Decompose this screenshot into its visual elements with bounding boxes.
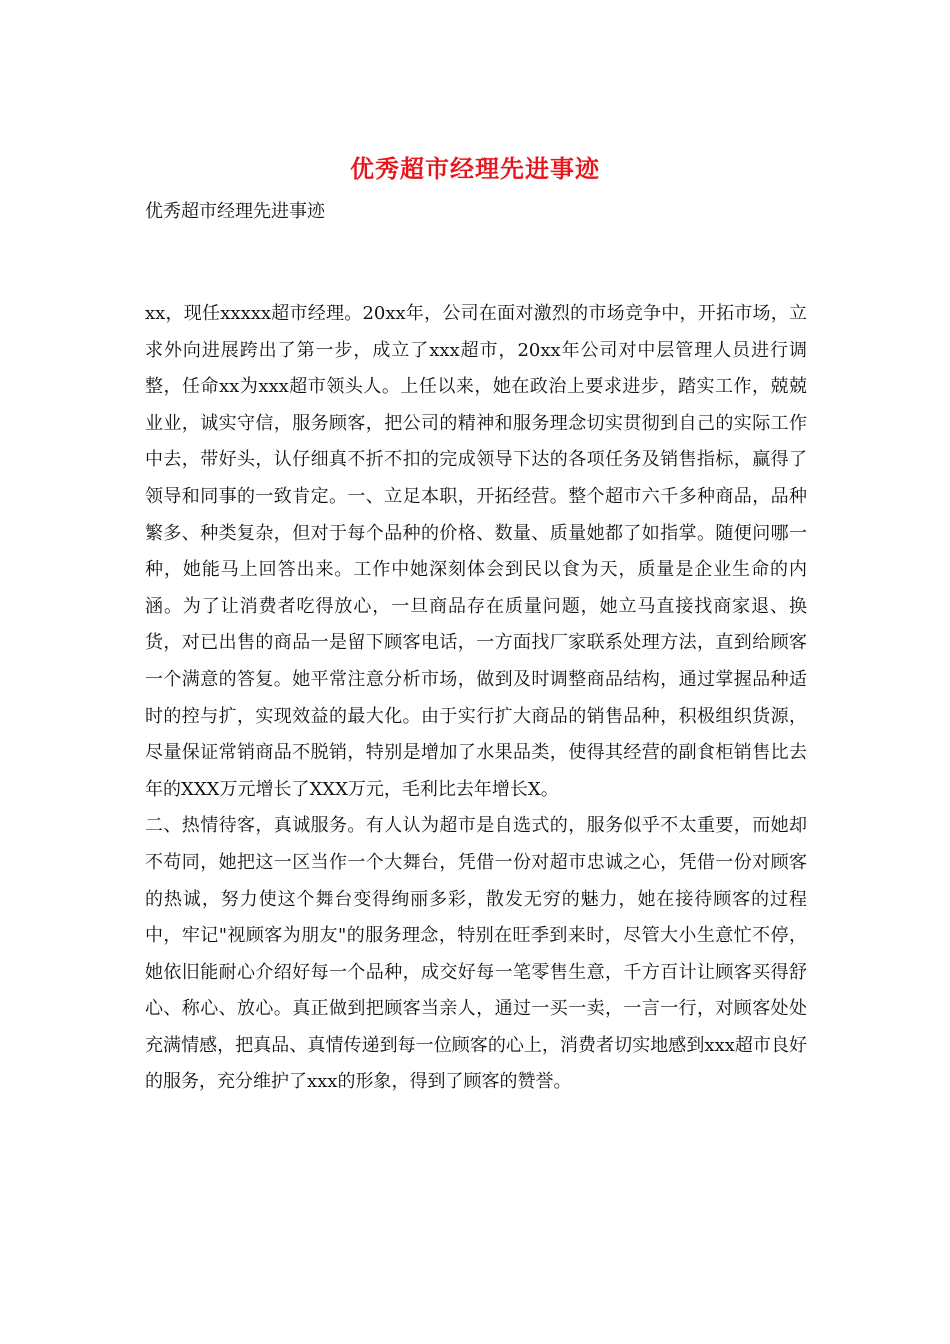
document-body	[145, 296, 807, 1101]
paragraph: xx，现任xxxxx超市经理。20xx年，公司在面对激烈的市场竞争中，开拓市场，立求外向进展跨出了第一步，成立了xxx超市，20xx年公司对中层管理人员进行调整，任命xx为xxx超市领头人。上任以来，她在政治上要求进步，踏实工作，兢兢业业，诚实守信，服务顾客，把公司的精神和服务理念切实贯彻到自己的实际工作中去，带好头，认仔细真不折不扣的完成领导下达的各项任务及销售指标，赢得了领导和同事的一致肯定。一、立足本职，开拓经营。整个超市六千多种商品，品种繁多、种类复杂，但对于每个品种的价格、数量、质量她都了如指掌。随便问哪一种，她能马上回答出来。工作中她深刻体会到民以食为天，质量是企业生命的内涵。为了让消费者吃得放心，一旦商品存在质量问题，她立马直接找商家退、换货，对已出售的商品一是留下顾客电话，一方面找厂家联系处理方法，直到给顾客一个满意的答复。她平常注意分析市场，做到及时调整商品结构，通过掌握品种适时的控与扩，实现效益的最大化。由于实行扩大商品的销售品种，积极组织货源，尽量保证常销商品不脱销，特别是增加了水果品类，使得其经营的副食柜销售比去年的XXX万元增长了XXX万元，毛利比去年增长X。	[145, 303, 807, 800]
paragraph: 二、热情待客，真诚服务。有人认为超市是自选式的，服务似乎不太重要，而她却不苟同，她把这一区当作一个大舞台，凭借一份对超市忠诚之心，凭借一份对顾客的热诚，努力使这个舞台变得绚丽多彩，散发无穷的魅力，她在接待顾客的过程中，牢记"视顾客为朋友"的服务理念，特别在旺季到来时，尽管大小生意忙不停，她依旧能耐心介绍好每一个品种，成交好每一笔零售生意，千方百计让顾客买得舒心、称心、放心。真正做到把顾客当亲人，通过一买一卖，一言一行，对顾客处处充满情感，把真品、真情传递到每一位顾客的心上，消费者切实地感到xxx超市良好的服务，充分维护了xxx的形象，得到了顾客的赞誉。	[145, 815, 807, 1093]
document-title: 优秀超市经理先进事迹	[350, 154, 600, 183]
document-subtitle: 优秀超市经理先进事迹	[145, 201, 325, 222]
